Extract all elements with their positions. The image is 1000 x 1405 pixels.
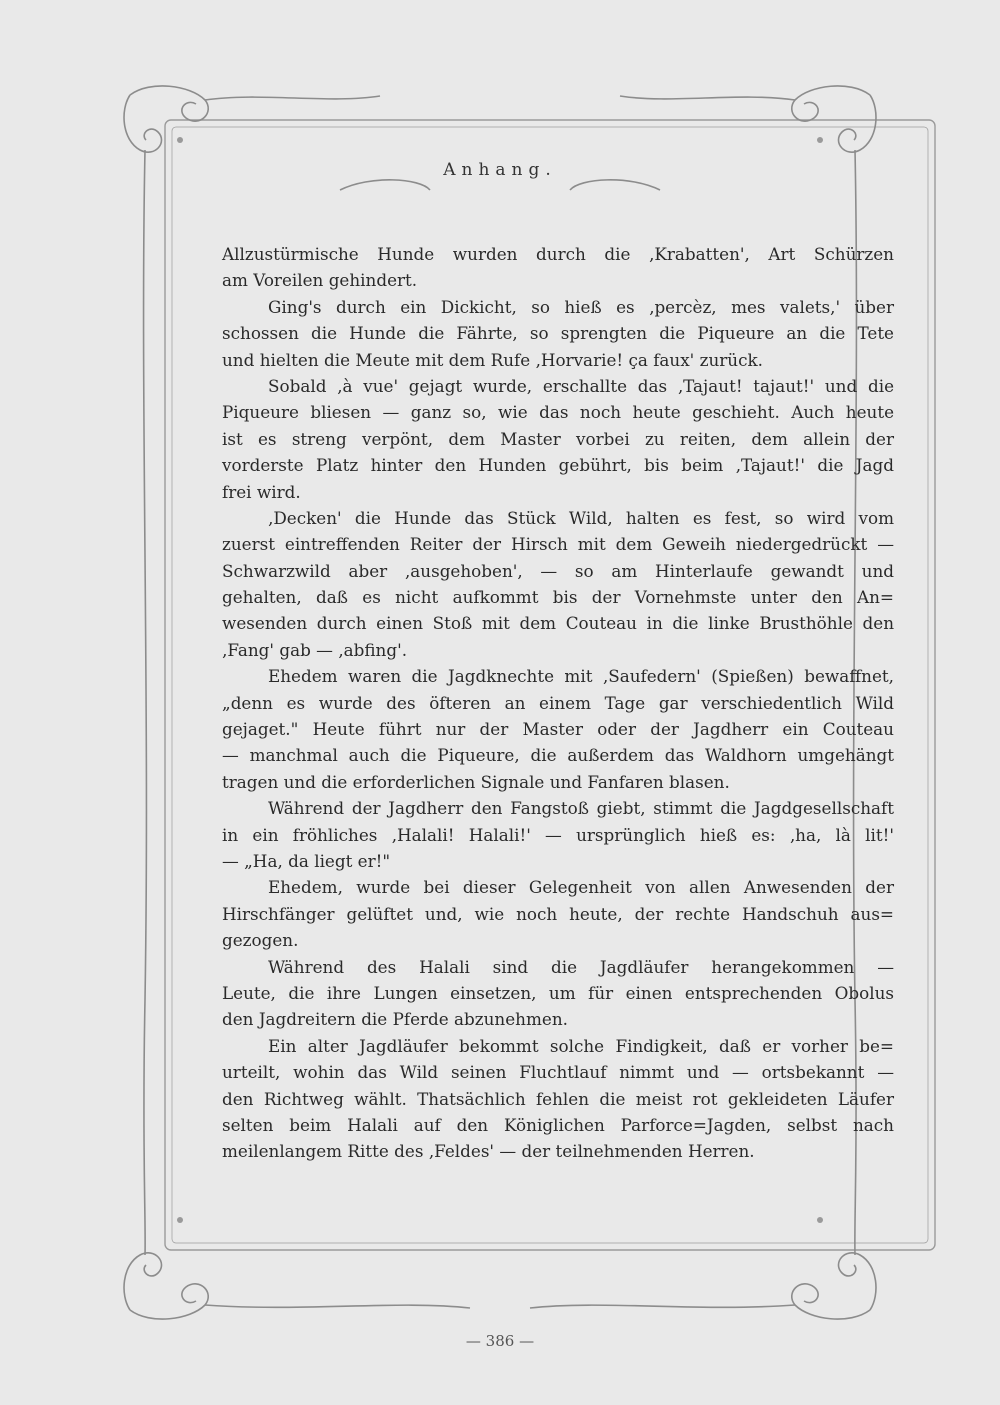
text-line: Ehedem waren die Jagdknechte mit ‚Saufedern' (Spießen) bewaffnet, [268, 666, 894, 687]
text-line: frei wird. [222, 481, 301, 502]
text-line: Leute, die ihre Lungen einsetzen, um für einen entsprechenden Obolus [222, 982, 894, 1003]
text-line: zuerst eintreffenden Reiter der Hirsch mit dem Geweih niedergedrückt — [222, 534, 894, 555]
text-line: gehalten, daß es nicht aufkommt bis der Vornehmste unter den An= [222, 587, 894, 608]
text-line: wesenden durch einen Stoß mit dem Couteau in die linke Brusthöhle den [222, 613, 894, 634]
text-line: vorderste Platz hinter den Hunden gebührt, bis beim ‚Tajaut!' die Jagd [222, 455, 894, 476]
paragraph [222, 795, 894, 874]
text-line: gejaget." Heute führt nur der Master oder der Jagdherr ein Couteau [222, 719, 894, 740]
text-line: Während der Jagdherr den Fangstoß giebt, stimmt die Jagdgesellschaft [268, 798, 894, 819]
text-line: Piqueure bliesen — ganz so, wie das noch heute geschieht. Auch heute [222, 402, 894, 423]
text-line: Ein alter Jagdläufer bekommt solche Findigkeit, daß er vorher be= [268, 1035, 894, 1056]
text-line: Schwarzwild aber ‚ausgehoben', — so am Hinterlaufe gewandt und [222, 560, 894, 581]
text-line: Sobald ‚à vue' gejagt wurde, erschallte das ‚Tajaut! tajaut!' und die [268, 375, 894, 396]
text-line: — „Ha, da liegt er!" [222, 850, 391, 871]
text-line: Ehedem, wurde bei dieser Gelegenheit von allen Anwesenden der [268, 877, 894, 898]
text-line: den Richtweg wählt. Thatsächlich fehlen die meist rot gekleideten Läufer [222, 1088, 894, 1109]
text-line: in ein fröhliches ‚Halali! Halali!' — ursprünglich hieß es: ‚ha, là lit!' [222, 824, 894, 845]
text-line: ‚Fang' gab — ‚abfing'. [222, 639, 408, 660]
text-line: selten beim Halali auf den Königlichen Parforce=Jagden, selbst nach [222, 1114, 894, 1135]
text-line: und hielten die Meute mit dem Rufe ‚Horvarie! ça faux' zurück. [222, 349, 764, 370]
body-text [222, 241, 894, 1165]
text-line: — manchmal auch die Piqueure, die außerdem das Waldhorn umgehängt [222, 745, 894, 766]
paragraph [222, 373, 894, 505]
paragraph [222, 663, 894, 795]
text-line: Während des Halali sind die Jagdläufer herangekommen — [268, 956, 894, 977]
text-line: am Voreilen gehindert. [222, 270, 418, 291]
text-line: schossen die Hunde die Fährte, so sprengten die Piqueure an die Tete [222, 323, 894, 344]
text-line: Hirschfänger gelüftet und, wie noch heute, der rechte Handschuh aus= [222, 903, 894, 924]
paragraph [222, 241, 894, 294]
text-line: ‚Decken' die Hunde das Stück Wild, halten es fest, so wird vom [268, 507, 894, 528]
paragraph [222, 874, 894, 953]
text-line: ist es streng verpönt, dem Master vorbei zu reiten, dem allein der [222, 428, 894, 449]
paragraph [222, 954, 894, 1033]
text-line: urteilt, wohin das Wild seinen Fluchtlauf nimmt und — ortsbekannt — [222, 1062, 894, 1083]
text-line: gezogen. [222, 930, 299, 951]
page-header: Anhang. [443, 160, 557, 180]
text-line: Ging's durch ein Dickicht, so hieß es ‚percèz, mes valets,' über [268, 296, 894, 317]
page-number: — 386 — [465, 1332, 535, 1350]
paragraph [222, 294, 894, 373]
paragraph [222, 505, 894, 663]
text-line: tragen und die erforderlichen Signale und Fanfaren blasen. [222, 771, 730, 792]
text-line: Allzustürmische Hunde wurden durch die ‚Krabatten', Art Schürzen [222, 244, 894, 264]
paragraph [222, 1033, 894, 1165]
text-line: den Jagdreitern die Pferde abzunehmen. [222, 1009, 568, 1030]
text-line: meilenlangem Ritte des ‚Feldes' — der teilnehmenden Herren. [222, 1141, 755, 1162]
text-line: „denn es wurde des öfteren an einem Tage gar verschiedentlich Wild [222, 692, 894, 713]
